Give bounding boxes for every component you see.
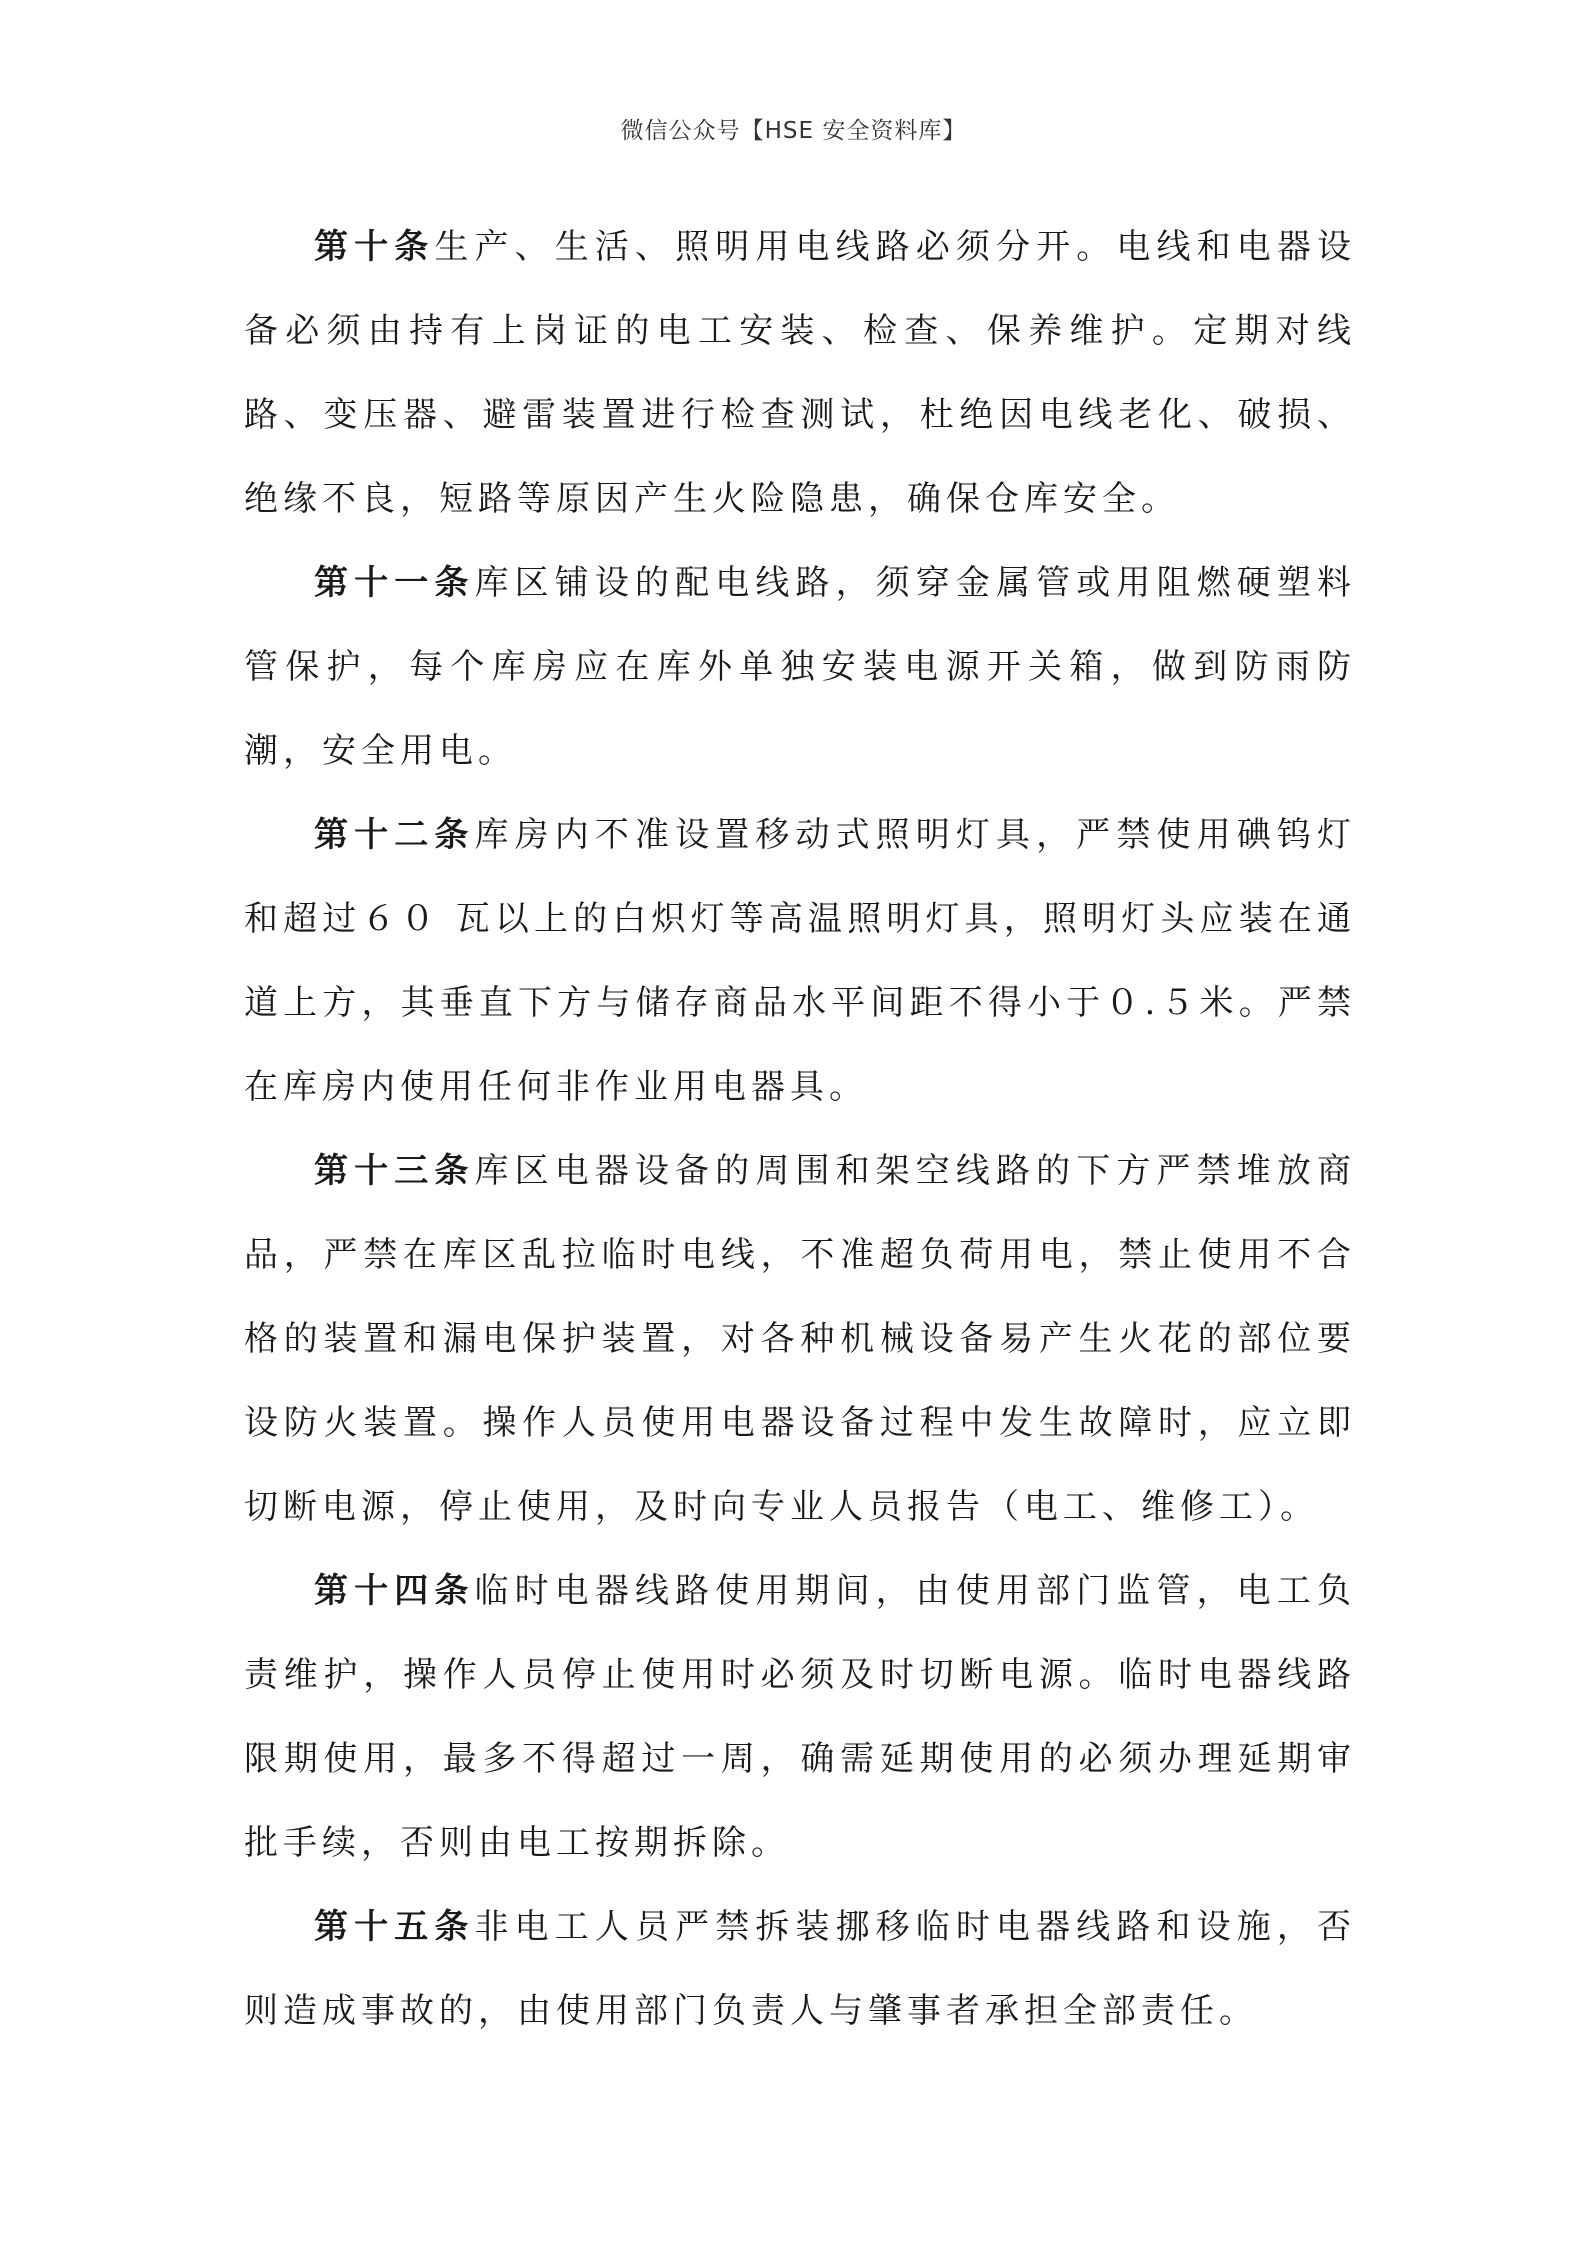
article-text: 库区铺设的配电线路，须穿金属管或用阻燃硬塑料管保护，每个库房应在库外单独安装电源开关箱，做到防雨防潮，安全用电。 <box>244 563 1357 771</box>
article-11 <box>244 541 1356 793</box>
article-number: 第十四条 <box>314 1571 475 1611</box>
article-number: 第十一条 <box>314 563 475 603</box>
page-header: 微信公众号【HSE 安全资料库】 <box>620 118 967 144</box>
article-text: 临时电器线路使用期间，由使用部门监管，电工负责维护，操作人员停止使用时必须及时切断电源。临时电器线路限期使用，最多不得超过一周，确需延期使用的必须办理延期审批手续，否则由电工按期拆除。 <box>244 1571 1357 1863</box>
article-13 <box>244 1129 1356 1549</box>
article-text: 库房内不准设置移动式照明灯具，严禁使用碘钨灯和超过６０ 瓦以上的白炽灯等高温照明灯具，照明灯头应装在通道上方，其垂直下方与储存商品水平间距不得小于０.５米。严禁在库房内使用任何非作业用电器具。 <box>244 815 1357 1107</box>
article-12 <box>244 793 1356 1129</box>
article-number: 第十三条 <box>314 1151 475 1191</box>
article-15 <box>244 1885 1356 2053</box>
article-number: 第十二条 <box>314 815 475 855</box>
article-text: 库区电器设备的周围和架空线路的下方严禁堆放商品，严禁在库区乱拉临时电线，不准超负荷用电，禁止使用不合格的装置和漏电保护装置，对各种机械设备易产生火花的部位要设防火装置。操作人员使用电器设备过程中发生故障时，应立即切断电源，停止使用，及时向专业人员报告（电工、维修工）。 <box>244 1151 1357 1527</box>
article-text: 非电工人员严禁拆装挪移临时电器线路和设施，否则造成事故的，由使用部门负责人与肇事者承担全部责任。 <box>244 1907 1357 2031</box>
article-10 <box>244 205 1356 541</box>
document-body <box>244 205 1356 2053</box>
article-number: 第十五条 <box>314 1907 475 1947</box>
article-14 <box>244 1549 1356 1885</box>
article-number: 第十条 <box>314 227 435 267</box>
article-text: 生产、生活、照明用电线路必须分开。电线和电器设备必须由持有上岗证的电工安装、检查、保养维护。定期对线路、变压器、避雷装置进行检查测试，杜绝因电线老化、破损、绝缘不良，短路等原因产生火险隐患，确保仓库安全。 <box>244 227 1357 519</box>
